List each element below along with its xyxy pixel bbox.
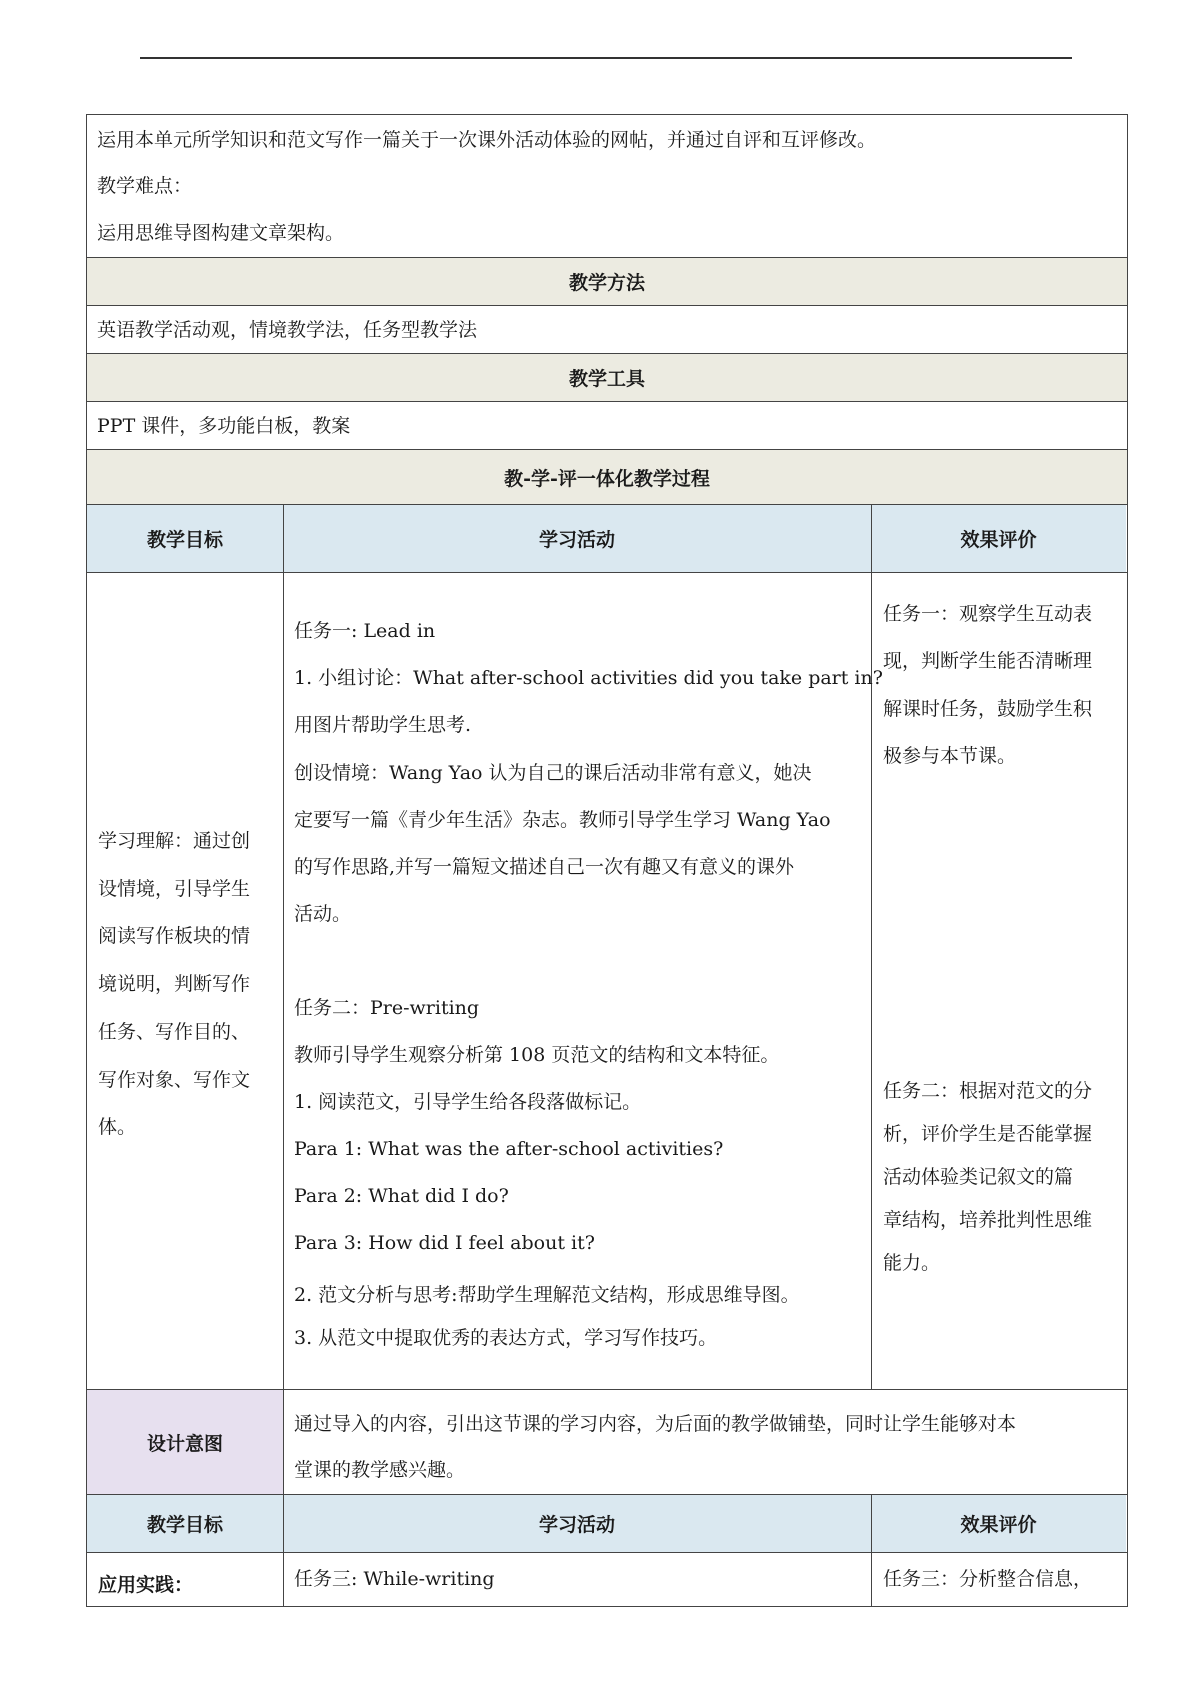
activity-line: 教师引导学生观察分析第 108 页范文的结构和文本特征。	[294, 1044, 780, 1066]
header-rule	[140, 57, 1072, 59]
objectives-block	[86, 114, 1128, 258]
col-header-activity: 学习活动	[538, 529, 615, 551]
eval-line: 极参与本节课。	[883, 745, 1017, 767]
goal-line: 学习理解：通过创	[98, 830, 251, 852]
col-header-eval: 效果评价	[960, 529, 1037, 551]
activity-line: Para 3: How did I feel about it?	[294, 1232, 595, 1254]
eval-line: 章结构，培养批判性思维	[883, 1209, 1093, 1231]
process-table	[86, 504, 1128, 1607]
goal-line: 体。	[98, 1116, 137, 1138]
difficulty-text: 运用思维导图构建文章架构。	[97, 222, 345, 244]
methods-content: 英语教学活动观，情境教学法，任务型教学法	[97, 319, 478, 341]
eval-line: 解课时任务，鼓励学生积	[883, 698, 1093, 720]
activity-task3: 任务三: While-writing	[294, 1568, 495, 1590]
col-header-activity-2: 学习活动	[538, 1513, 615, 1536]
tools-header	[86, 353, 1128, 402]
activity-line: 任务二：Pre-writing	[294, 997, 480, 1019]
methods-title: 教学方法	[568, 272, 645, 294]
tools-content: PPT 课件，多功能白板，教案	[97, 415, 351, 437]
activity-line: 1. 小组讨论：What after-school activities did you take part in?	[294, 667, 883, 689]
objective-text: 运用本单元所学知识和范文写作一篇关于一次课外活动体验的网帖，并通过自评和互评修改。	[97, 129, 877, 151]
design-label: 设计意图	[146, 1432, 223, 1455]
activity-line: 创设情境：Wang Yao 认为自己的课后活动非常有意义，她决	[294, 762, 812, 784]
activity-line: 任务一: Lead in	[294, 620, 436, 642]
tools-content-row	[86, 401, 1128, 450]
activity-line: 用图片帮助学生思考.	[294, 714, 472, 736]
design-line: 通过导入的内容，引出这节课的学习内容，为后面的教学做铺垫，同时让学生能够对本	[294, 1413, 1017, 1435]
design-line: 堂课的教学感兴趣。	[294, 1459, 466, 1481]
activity-line: 定要写一篇《青少年生活》杂志。教师引导学生学习 Wang Yao	[294, 809, 831, 831]
activity-line: 3. 从范文中提取优秀的表达方式，学习写作技巧。	[294, 1327, 718, 1349]
process-header	[86, 449, 1128, 505]
methods-header	[86, 257, 1128, 306]
col-header-eval-2: 效果评价	[960, 1513, 1037, 1536]
col-header-goal: 教学目标	[146, 529, 223, 551]
activity-line: 1. 阅读范文，引导学生给各段落做标记。	[294, 1091, 642, 1113]
eval-line: 现，判断学生能否清晰理	[883, 650, 1093, 672]
activity-line: 2. 范文分析与思考:帮助学生理解范文结构，形成思维导图。	[294, 1284, 800, 1306]
eval-line: 任务二：根据对范文的分	[883, 1080, 1093, 1102]
process-title: 教-学-评一体化教学过程	[504, 467, 710, 490]
goal-line: 境说明，判断写作	[98, 973, 251, 995]
activity-line: 活动。	[294, 903, 352, 925]
activity-line: Para 1: What was the after-school activities?	[294, 1138, 724, 1160]
col-header-goal-2: 教学目标	[146, 1513, 223, 1536]
tools-title: 教学工具	[568, 368, 645, 390]
eval-line: 活动体验类记叙文的篇	[883, 1166, 1074, 1188]
goal-line: 写作对象、写作文	[98, 1069, 251, 1091]
difficulty-label: 教学难点：	[97, 175, 193, 197]
activity-line: Para 2: What did I do?	[294, 1185, 509, 1207]
eval-line: 析，评价学生是否能掌握	[883, 1123, 1093, 1145]
methods-content-row	[86, 305, 1128, 354]
eval-line: 任务一：观察学生互动表	[883, 603, 1093, 625]
goal-applied: 应用实践：	[98, 1574, 194, 1596]
eval-line: 能力。	[883, 1252, 941, 1274]
activity-line: 的写作思路,并写一篇短文描述自己一次有趣又有意义的课外	[294, 856, 795, 878]
goal-line: 设情境，引导学生	[98, 878, 251, 900]
eval-task3: 任务三：分析整合信息，	[883, 1568, 1093, 1590]
goal-line: 任务、写作目的、	[98, 1021, 251, 1043]
goal-line: 阅读写作板块的情	[98, 925, 251, 947]
